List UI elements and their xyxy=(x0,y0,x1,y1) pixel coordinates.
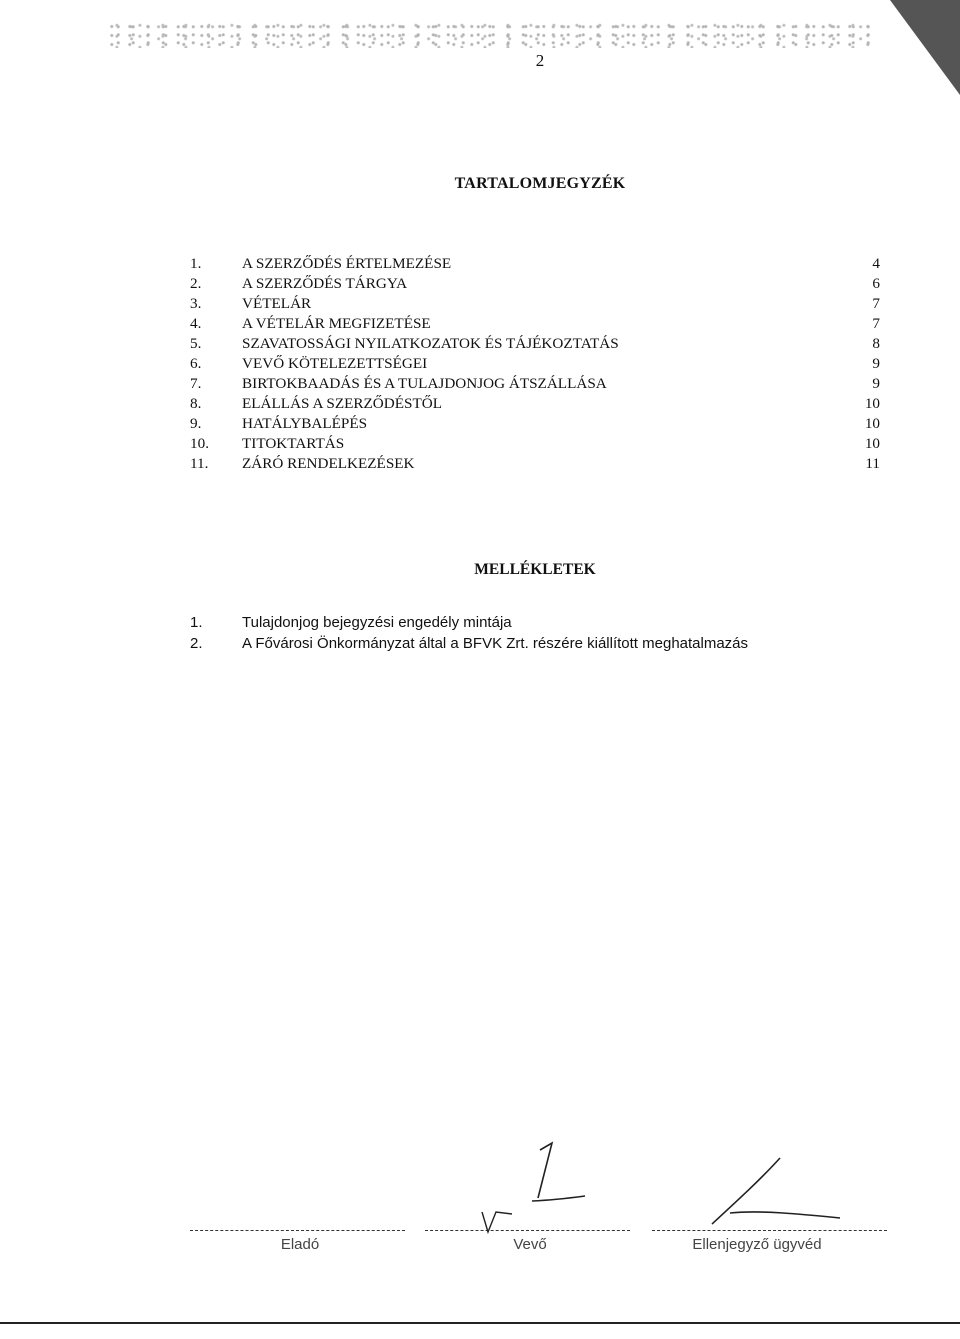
toc-item-label: ZÁRÓ RENDELKEZÉSEK xyxy=(242,455,415,472)
toc-item-label: A VÉTELÁR MEGFIZETÉSE xyxy=(242,315,431,332)
toc-item-label: A SZERZŐDÉS TÁRGYA xyxy=(242,275,408,292)
toc-list xyxy=(190,254,890,474)
toc-item-label: BIRTOKBAADÁS ÉS A TULAJDONJOG ÁTSZÁLLÁSA xyxy=(242,375,607,392)
annexes-list xyxy=(190,612,890,654)
toc-item-page: 10 xyxy=(864,415,880,432)
buyer-signature-label: Vevő xyxy=(513,1236,547,1253)
toc-item-page: 4 xyxy=(872,255,880,272)
toc-row xyxy=(190,394,890,414)
toc-item-number: 5. xyxy=(190,335,202,352)
toc-row xyxy=(190,454,890,474)
toc-item-number: 4. xyxy=(190,315,202,332)
toc-row xyxy=(190,374,890,394)
seller-signature-line xyxy=(190,1230,405,1231)
seller-signature-label: Eladó xyxy=(280,1236,320,1253)
toc-item-number: 6. xyxy=(190,355,202,372)
toc-row xyxy=(190,254,890,274)
annex-item-number: 2. xyxy=(190,635,203,652)
toc-row xyxy=(190,434,890,454)
annex-item-number: 1. xyxy=(190,614,203,631)
toc-item-number: 10. xyxy=(190,435,209,452)
annex-row xyxy=(190,612,890,633)
toc-item-page: 7 xyxy=(872,315,880,332)
page-bottom-edge xyxy=(0,1322,960,1324)
annex-row xyxy=(190,633,890,654)
toc-item-page: 9 xyxy=(872,355,880,372)
toc-row xyxy=(190,414,890,434)
toc-item-page: 7 xyxy=(872,295,880,312)
folded-corner-mark xyxy=(890,0,960,95)
lawyer-signature-line xyxy=(652,1230,887,1231)
scan-noise xyxy=(110,22,870,48)
toc-item-page: 6 xyxy=(872,275,880,292)
toc-item-label: VÉTELÁR xyxy=(242,295,312,312)
toc-item-page: 10 xyxy=(864,395,880,412)
toc-row xyxy=(190,274,890,294)
toc-item-number: 7. xyxy=(190,375,202,392)
lawyer-signature-label: Ellenjegyző ügyvéd xyxy=(692,1236,822,1253)
toc-row xyxy=(190,334,890,354)
toc-item-page: 10 xyxy=(864,435,880,452)
toc-row xyxy=(190,294,890,314)
toc-item-label: TITOKTARTÁS xyxy=(242,435,345,452)
annexes-title: MELLÉKLETEK xyxy=(474,561,596,578)
toc-item-label: HATÁLYBALÉPÉS xyxy=(242,415,368,432)
page-number: 2 xyxy=(535,51,545,70)
toc-row xyxy=(190,354,890,374)
toc-item-number: 1. xyxy=(190,255,202,272)
toc-item-number: 2. xyxy=(190,275,202,292)
toc-item-number: 11. xyxy=(190,455,209,472)
toc-item-page: 11 xyxy=(865,455,880,472)
toc-row xyxy=(190,314,890,334)
toc-item-number: 3. xyxy=(190,295,202,312)
toc-item-label: SZAVATOSSÁGI NYILATKOZATOK ÉS TÁJÉKOZTATÁS xyxy=(242,335,619,352)
buyer-signature-line xyxy=(425,1230,630,1231)
toc-item-page: 9 xyxy=(872,375,880,392)
annex-item-label: Tulajdonjog bejegyzési engedély mintája xyxy=(242,614,512,631)
toc-item-number: 8. xyxy=(190,395,202,412)
toc-item-number: 9. xyxy=(190,415,202,432)
annex-item-label: A Fővárosi Önkormányzat által a BFVK Zrt. részére kiállított meghatalmazás xyxy=(242,635,749,652)
toc-item-page: 8 xyxy=(872,335,880,352)
toc-item-label: A SZERZŐDÉS ÉRTELMEZÉSE xyxy=(242,255,452,272)
toc-item-label: ELÁLLÁS A SZERZŐDÉSTŐL xyxy=(242,395,442,412)
toc-title: TARTALOMJEGYZÉK xyxy=(454,175,626,192)
toc-item-label: VEVŐ KÖTELEZETTSÉGEI xyxy=(242,355,428,372)
